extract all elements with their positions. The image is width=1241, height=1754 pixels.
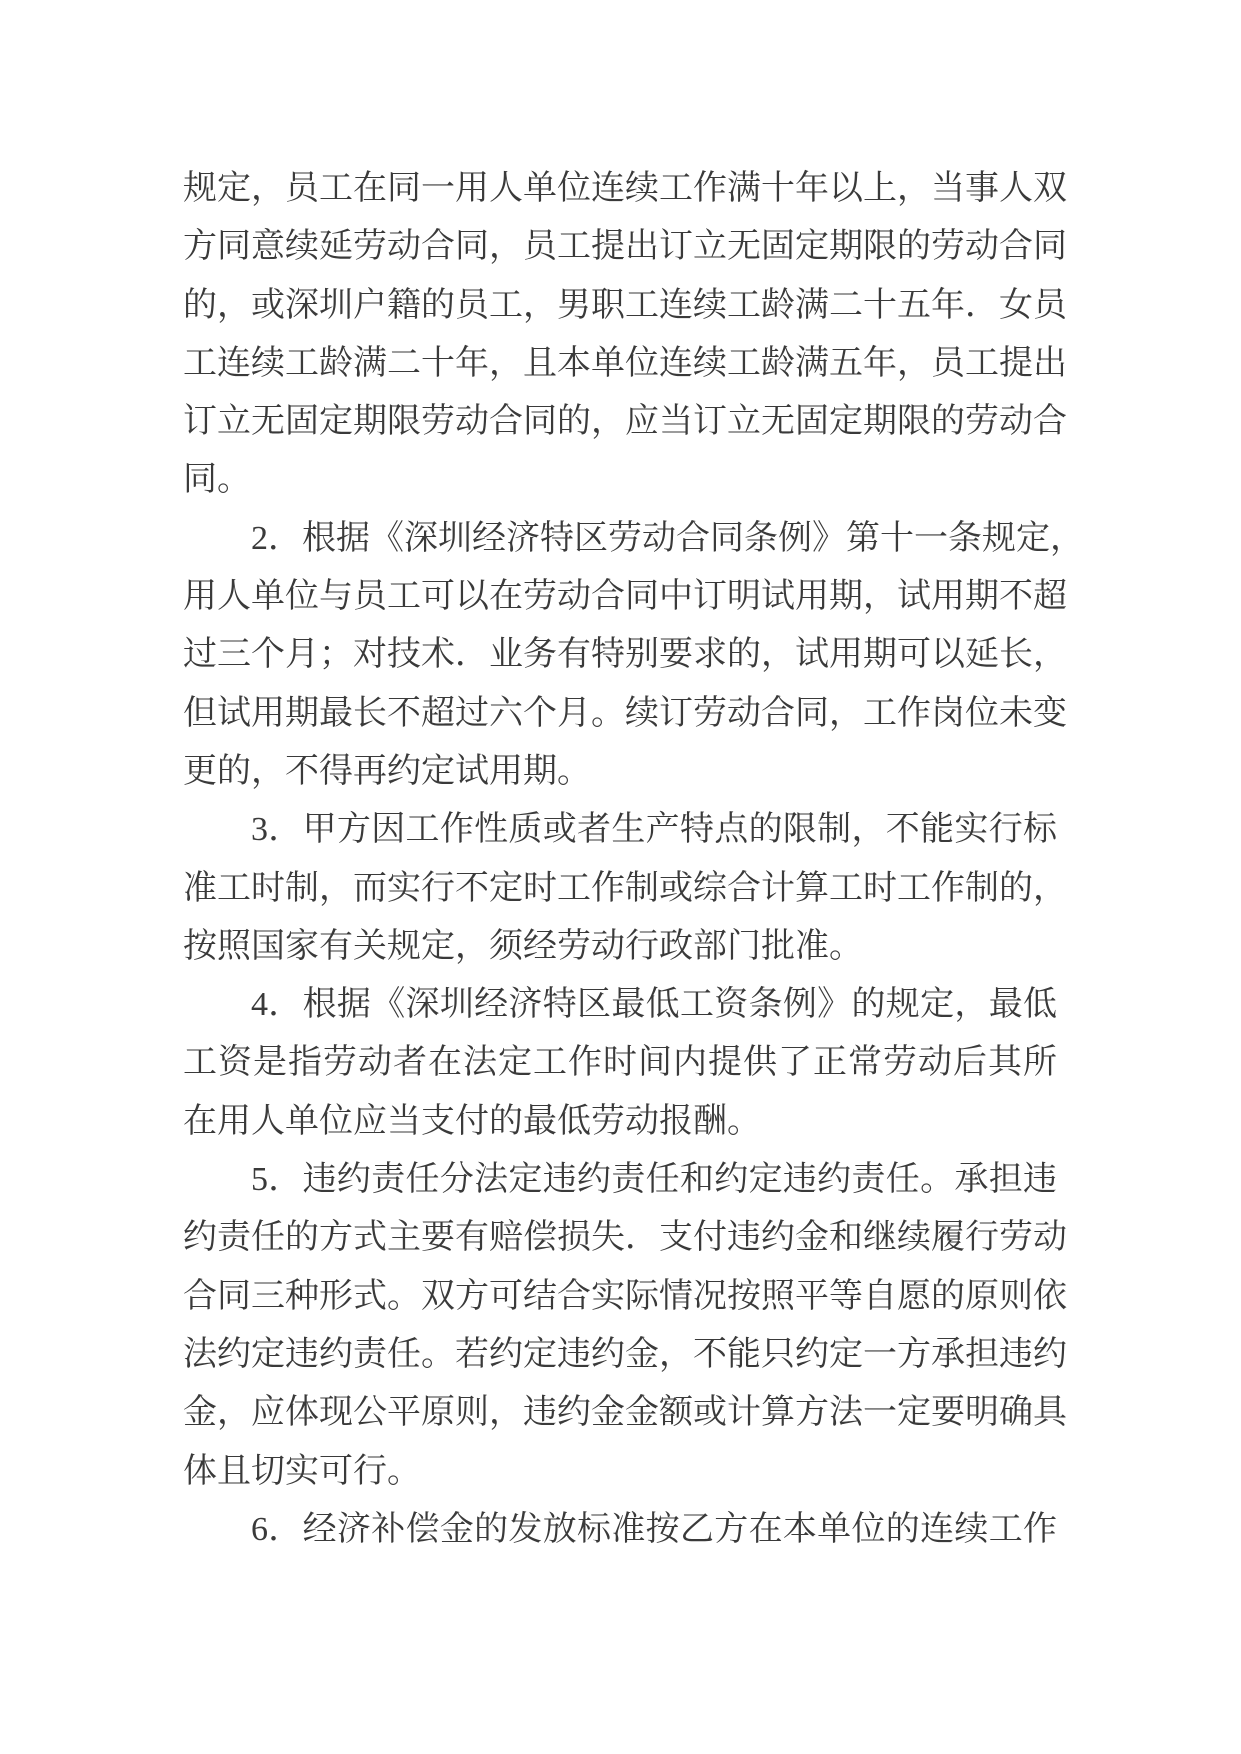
clause-2-start: 2．根据《深圳经济特区劳动合同条例》第十一条规定， <box>251 519 1084 557</box>
document-line: 准工时制，而实行不定时工作制或综合计算工时工作制的， <box>183 869 1067 907</box>
document-line: 但试用期最长不超过六个月。续订劳动合同，工作岗位未变 <box>183 694 1067 732</box>
clause-5-start: 5．违约责任分法定违约责任和约定违约责任。承担违 <box>251 1161 1057 1199</box>
document-text-block <box>183 160 1084 1559</box>
document-line: 体且切实可行。 <box>183 1452 421 1490</box>
document-line: 金，应体现公平原则，违约金金额或计算方法一定要明确具 <box>183 1394 1067 1432</box>
document-line: 同。 <box>183 461 251 499</box>
clause-6-start: 6．经济补偿金的发放标准按乙方在本单位的连续工作 <box>251 1510 1057 1548</box>
document-line: 法约定违约责任。若约定违约金，不能只约定一方承担违约 <box>183 1335 1067 1373</box>
document-line: 的，或深圳户籍的员工，男职工连续工龄满二十五年．女员 <box>183 286 1067 324</box>
document-line: 订立无固定期限劳动合同的，应当订立无固定期限的劳动合 <box>183 403 1067 441</box>
document-line: 更的，不得再约定试用期。 <box>183 752 591 790</box>
clause-3-start: 3．甲方因工作性质或者生产特点的限制，不能实行标 <box>251 811 1057 849</box>
document-line: 约责任的方式主要有赔偿损失．支付违约金和继续履行劳动 <box>183 1219 1067 1257</box>
document-line: 按照国家有关规定，须经劳动行政部门批准。 <box>183 927 863 965</box>
document-line: 工资是指劳动者在法定工作时间内提供了正常劳动后其所 <box>183 1044 1057 1082</box>
document-line: 合同三种形式。双方可结合实际情况按照平等自愿的原则依 <box>183 1277 1067 1315</box>
document-line: 过三个月；对技术．业务有特别要求的，试用期可以延长， <box>183 636 1067 674</box>
document-line: 工连续工龄满二十年，且本单位连续工龄满五年，员工提出 <box>183 344 1067 382</box>
document-line: 用人单位与员工可以在劳动合同中订明试用期，试用期不超 <box>183 578 1067 616</box>
document-line: 规定，员工在同一用人单位连续工作满十年以上，当事人双 <box>183 170 1067 207</box>
document-line: 方同意续延劳动合同，员工提出订立无固定期限的劳动合同 <box>183 228 1067 266</box>
document-line: 在用人单位应当支付的最低劳动报酬。 <box>183 1102 761 1140</box>
clause-4-start: 4．根据《深圳经济特区最低工资条例》的规定，最低 <box>251 986 1057 1024</box>
